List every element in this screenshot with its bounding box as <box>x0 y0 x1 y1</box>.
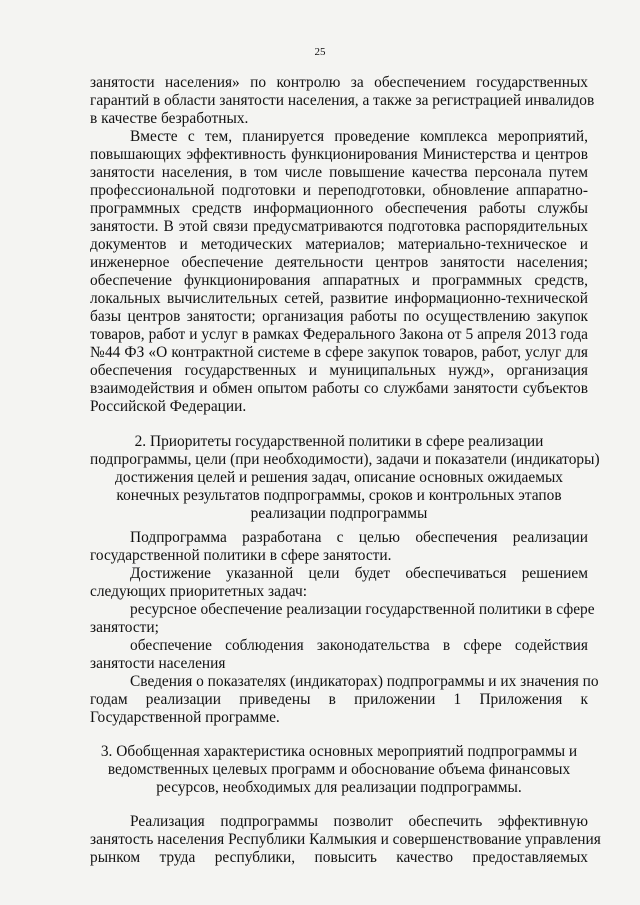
text-line: Достижение указанной цели будет обеспечиваться решением <box>130 565 588 582</box>
section-heading-line: достижения целей и решения задач, описание основных ожидаемых <box>115 469 563 486</box>
text-line: следующих приоритетных задач: <box>90 583 307 600</box>
section-heading-line: реализации подпрограммы <box>250 505 428 522</box>
text-line: взаимодействия и обмен опытом работы со службами занятости субъектов <box>90 380 588 397</box>
section-heading-line: ведомственных целевых программ и обоснование объема финансовых <box>107 761 571 778</box>
text-line: гарантий в области занятости населения, а также за регистрацией инвалидов <box>90 92 595 109</box>
text-line: локальных вычислительных сетей, развитие информационно-технической <box>90 290 588 307</box>
text-line: годам реализации приведены в приложении 1 Приложения к <box>90 691 588 708</box>
text-line: Вместе с тем, планируется проведение комплекса мероприятий, <box>130 128 588 145</box>
text-line: занятость населения Республики Калмыкия и совершенствование управления <box>90 831 601 848</box>
text-line: государственной политики в сфере занятости. <box>90 547 392 564</box>
text-line: базы центров занятости; организация работы по осуществлению закупок <box>90 308 588 325</box>
page-number: 25 <box>314 46 326 58</box>
text-line: Подпрограмма разработана с целью обеспечения реализации <box>130 529 588 546</box>
text-line: документов и методических материалов; материально-техническое и <box>90 236 588 253</box>
section-heading-line: конечных результатов подпрограммы, сроков и контрольных этапов <box>116 487 562 504</box>
text-line: Российской Федерации. <box>90 398 247 415</box>
text-line: Сведения о показателях (индикаторах) подпрограммы и их значения по <box>130 673 599 690</box>
text-line: рынком труда республики, повысить качество предоставляемых <box>90 849 588 866</box>
text-line: товаров, работ и услуг в рамках Федерального Закона от 5 апреля 2013 года <box>90 326 588 343</box>
section-heading-line: 3. Обобщенная характеристика основных мероприятий подпрограммы и <box>100 743 578 760</box>
text-line: Государственной программе. <box>90 709 280 726</box>
text-line: программных средств информационного обеспечения работы службы <box>90 200 588 217</box>
text-line: обеспечение функционирования аппаратных и программных средств, <box>90 272 588 289</box>
text-line: профессиональной подготовки и переподготовки, обновление аппаратно- <box>90 182 588 199</box>
text-line: занятости; <box>90 619 159 636</box>
text-line: №44 ФЗ «О контрактной системе в сфере закупок товаров, работ, услуг для <box>90 344 588 361</box>
section-heading-line: ресурсов, необходимых для реализации подпрограммы. <box>156 779 522 796</box>
section-heading-line: 2. Приоритеты государственной политики в сфере реализации <box>134 433 544 450</box>
text-line: занятости населения, в том числе повышение качества персонала путем <box>90 164 588 181</box>
text-line: занятости населения» по контролю за обеспечением государственных <box>90 74 588 91</box>
text-line: повышающих эффективность функционирования Министерства и центров <box>90 146 588 163</box>
text-line: обеспечение соблюдения законодательства в сфере содействия <box>130 637 588 654</box>
text-line: занятости. В этой связи предусматриваются подготовка распорядительных <box>90 218 588 235</box>
text-line: обеспечения государственных и муниципальных нужд», организация <box>90 362 588 379</box>
text-line: ресурсное обеспечение реализации государственной политики в сфере <box>130 601 595 618</box>
text-line: в качестве безработных. <box>90 110 249 127</box>
text-line: инженерное обеспечение деятельности центров занятости населения; <box>90 254 588 271</box>
text-line: занятости населения <box>90 655 226 672</box>
text-line: Реализация подпрограммы позволит обеспечить эффективную <box>130 813 588 830</box>
section-heading-line: подпрограммы, цели (при необходимости), задачи и показатели (индикаторы) <box>90 451 600 468</box>
